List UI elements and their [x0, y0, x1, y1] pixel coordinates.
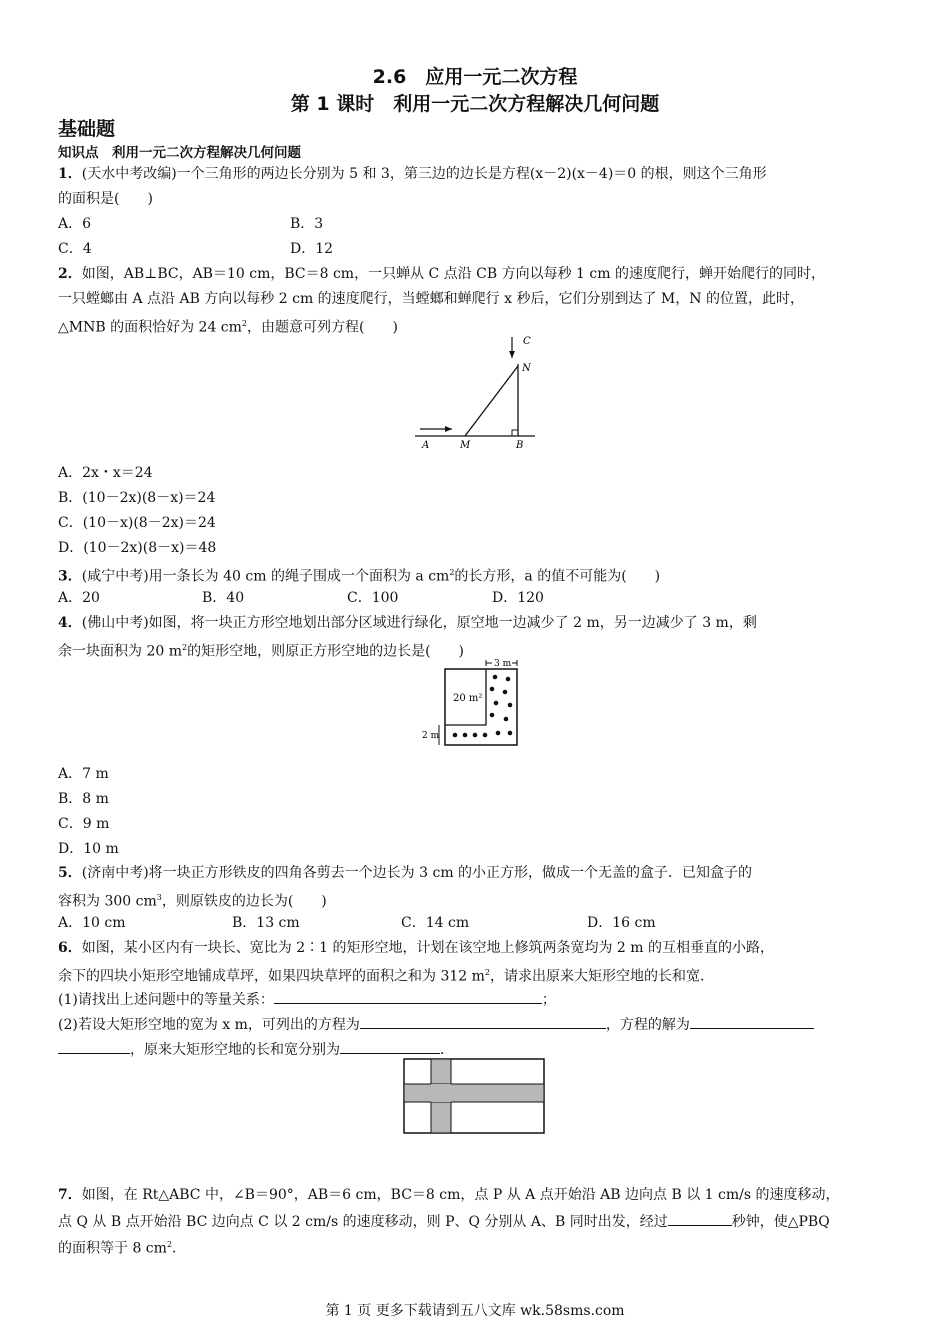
lesson-subtitle: 第 1 课时 利用一元二次方程解决几何问题	[290, 93, 660, 115]
q4-figure	[420, 657, 530, 749]
q6-line2: 余下的四块小矩形空地铺成草坪，如果四块草坪的面积之和为 312 $m^2$，请求出原来大矩形空地的长和宽．	[58, 968, 714, 985]
q6-figure	[403, 1058, 545, 1134]
label-C: C	[523, 336, 531, 347]
q2-line1: 2．如图，AB⊥BC，AB＝10 cm，BC＝8 cm，一只蝉从 C 点沿 CB 方向以每秒 1 cm 的速度爬行，蝉开始爬行的同时，	[58, 266, 825, 282]
q4-side-label: 2 m	[422, 731, 440, 741]
q5-option-d: D．16 cm	[587, 915, 656, 931]
label-A: A	[422, 440, 430, 451]
q2-line2: 一只螳螂由 A 点沿 AB 方向以每秒 2 cm 的速度爬行，当螳螂和蝉爬行 x 秒后，它们分别到达了 M，N 的位置，此时，	[58, 291, 804, 307]
q2-option-b: B．(10－2x)(8－x)＝24	[58, 490, 216, 506]
q5-option-b: B．13 cm	[232, 915, 300, 931]
label-N: N	[522, 363, 531, 374]
q1-line1: 1．(天水中考改编)一个三角形的两边长分别为 5 和 3，第三边的边长是方程(x－2)(x－4)＝0 的根，则这个三角形	[58, 166, 767, 182]
q6-line3: (1)请找出上述问题中的等量关系： ；	[58, 989, 556, 1009]
q4-option-b: B．8 m	[58, 791, 109, 807]
q5-option-a: A．10 cm	[58, 915, 126, 931]
q6-blank-solution-cont[interactable]	[58, 1039, 130, 1054]
q5-line2: 容积为 300 $cm^3$，则原铁皮的边长为( )	[58, 893, 327, 910]
q1-option-c: C．4	[58, 241, 92, 257]
q2-option-d: D．(10－2x)(8－x)＝48	[58, 540, 217, 556]
q1-line2: 的面积是( )	[58, 191, 153, 207]
q7-line2: 点 Q 从 B 点开始沿 BC 边向点 C 以 2 cm/s 的速度移动，则 P、Q 分别从 A、B 同时出发，经过 秒钟，使△PBQ	[58, 1211, 830, 1231]
q1-option-b: B．3	[290, 216, 324, 232]
q5-option-c: C．14 cm	[401, 915, 470, 931]
page-footer: 第 1 页 更多下载请到五八文库 wk.58sms.com	[325, 1303, 625, 1319]
q6-blank-relation[interactable]	[274, 989, 542, 1004]
knowledge-point-heading: 知识点 利用一元二次方程解决几何问题	[58, 145, 301, 161]
q4-option-c: C．9 m	[58, 816, 110, 832]
q3-option-a: A．20	[58, 590, 100, 606]
section-heading: 基础题	[58, 118, 116, 140]
q6-line1: 6．如图，某小区内有一块长、宽比为 2∶1 的矩形空地，计划在该空地上修筑两条宽均为 2 m 的互相垂直的小路，	[58, 940, 774, 956]
q4-line2: 余一块面积为 20 $m^2$的矩形空地，则原正方形空地的边长是( )	[58, 643, 465, 660]
q1-option-a: A．6	[58, 216, 92, 232]
q6-line5: ，原来大矩形空地的长和宽分别为 ．	[58, 1039, 454, 1059]
q6-line4: (2)若设大矩形空地的宽为 x m，可列出的方程为 ，方程的解为	[58, 1014, 814, 1034]
q4-option-d: D．10 m	[58, 841, 119, 857]
q7-blank-seconds[interactable]	[668, 1211, 732, 1226]
q3-option-d: D．120	[492, 590, 544, 606]
q2-figure	[410, 332, 540, 450]
q6-blank-solution[interactable]	[690, 1014, 814, 1029]
q4-area-label: 20 m²	[453, 693, 483, 704]
q4-option-a: A．7 m	[58, 766, 109, 782]
q5-line1: 5．(济南中考)将一块正方形铁皮的四角各剪去一个边长为 3 cm 的小正方形，做成一个无盖的盒子．已知盒子的	[58, 865, 753, 881]
q6-blank-equation[interactable]	[360, 1014, 606, 1029]
q1-option-d: D．12	[290, 241, 334, 257]
q6-blank-dimensions[interactable]	[340, 1039, 440, 1054]
label-B: B	[516, 440, 524, 451]
q4-line1: 4．(佛山中考)如图，将一块正方形空地划出部分区域进行绿化，原空地一边减少了 2 m，另一边减少了 3 m，剩	[58, 615, 757, 631]
q2-option-c: C．(10－x)(8－2x)＝24	[58, 515, 216, 531]
lesson-title: 2.6 应用一元二次方程	[372, 66, 578, 88]
q3-option-c: C．100	[347, 590, 399, 606]
q7-line3: 的面积等于 8 $cm^2$．	[58, 1240, 187, 1257]
q4-top-label: 3 m	[494, 659, 512, 669]
q3-line1: 3．(咸宁中考)用一条长为 40 cm 的绳子围成一个面积为 a $cm^2$的长方形，a 的值不可能为( )	[58, 568, 661, 585]
q2-line3: △MNB 的面积恰好为 24 $cm^2$，由题意可列方程( )	[58, 319, 398, 336]
label-M: M	[460, 440, 471, 451]
q7-line1: 7．如图，在 Rt△ABC 中，∠B＝90°，AB＝6 cm，BC＝8 cm，点 P 从 A 点开始沿 AB 边向点 B 以 1 cm/s 的速度移动，	[58, 1187, 840, 1203]
q2-option-a: A．2x・x＝24	[58, 465, 153, 481]
q3-option-b: B．40	[202, 590, 245, 606]
